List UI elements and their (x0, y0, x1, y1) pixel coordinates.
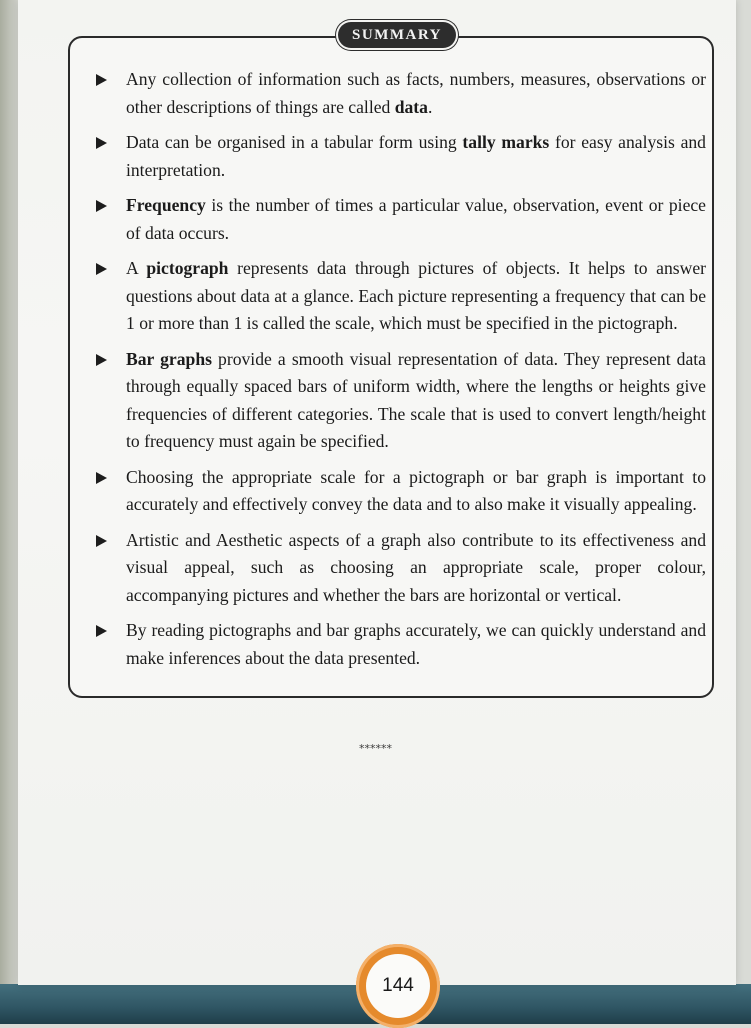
summary-bullet-item (96, 617, 706, 672)
page-number: 144 (366, 954, 430, 1018)
bullet-text: represents data through pictures of objects. It helps to answer questions about data at a glance. Each picture representing a frequency that can be 1 or more than 1 is called the scale, which must be specified in the pictograph. (126, 258, 706, 333)
bullet-arrow-icon (96, 137, 107, 149)
bullet-text: A (126, 258, 147, 278)
summary-bullet-item (96, 527, 706, 610)
bullet-arrow-icon (96, 354, 107, 366)
bullet-text: provide a smooth visual representation of data. They represent data through equally spaced bars of uniform width, where the lengths or heights give frequencies of different categories. The scale that is used to convert length/height to frequency must again be specified. (126, 348, 706, 451)
bullet-text: Artistic and Aesthetic aspects of a graph also contribute to its effectiveness and visual appeal, such as choosing an appropriate scale, proper colour, accompanying pictures and whether the bars are horizontal or vertical. (126, 529, 706, 605)
summary-bullet-item (96, 129, 706, 184)
bullet-arrow-icon (96, 625, 107, 637)
bullet-keyword: pictograph (146, 258, 229, 278)
summary-bullet-item (96, 464, 706, 519)
bullet-text: Choosing the appropriate scale for a pictograph or bar graph is important to accurately and effectively convey the data and to also make it visually appealing. (126, 466, 706, 514)
bullet-text: . (427, 96, 433, 117)
bullet-keyword: Frequency (126, 195, 206, 215)
bullet-text: is the number of times a particular value, observation, event or piece of data occurs. (126, 195, 706, 243)
summary-bullet-item (96, 66, 706, 121)
section-separator: ****** (359, 742, 392, 755)
bullet-text: Data can be organised in a tabular form using (126, 132, 463, 152)
bullet-text: Any collection of information such as facts, numbers, measures, observations or other descriptions of things are called (126, 69, 706, 117)
bullet-keyword: Bar graphs (126, 348, 212, 369)
bullet-text: for easy analysis and interpretation. (126, 132, 706, 180)
bullet-arrow-icon (96, 200, 107, 212)
summary-bullet-item (96, 255, 706, 338)
summary-bullet-item (96, 192, 706, 247)
summary-badge: SUMMARY (338, 22, 456, 48)
summary-bullet-item (96, 346, 706, 456)
bullet-arrow-icon (96, 472, 107, 484)
bullet-keyword: data (394, 96, 428, 117)
bullet-arrow-icon (96, 74, 107, 86)
bullet-text: By reading pictographs and bar graphs accurately, we can quickly understand and make inferences about the data presented. (126, 620, 706, 668)
bullet-arrow-icon (96, 535, 107, 547)
page-number-badge (356, 944, 440, 1028)
bullet-arrow-icon (96, 263, 107, 275)
summary-bullet-list (96, 66, 706, 680)
bullet-keyword: tally marks (462, 132, 550, 152)
